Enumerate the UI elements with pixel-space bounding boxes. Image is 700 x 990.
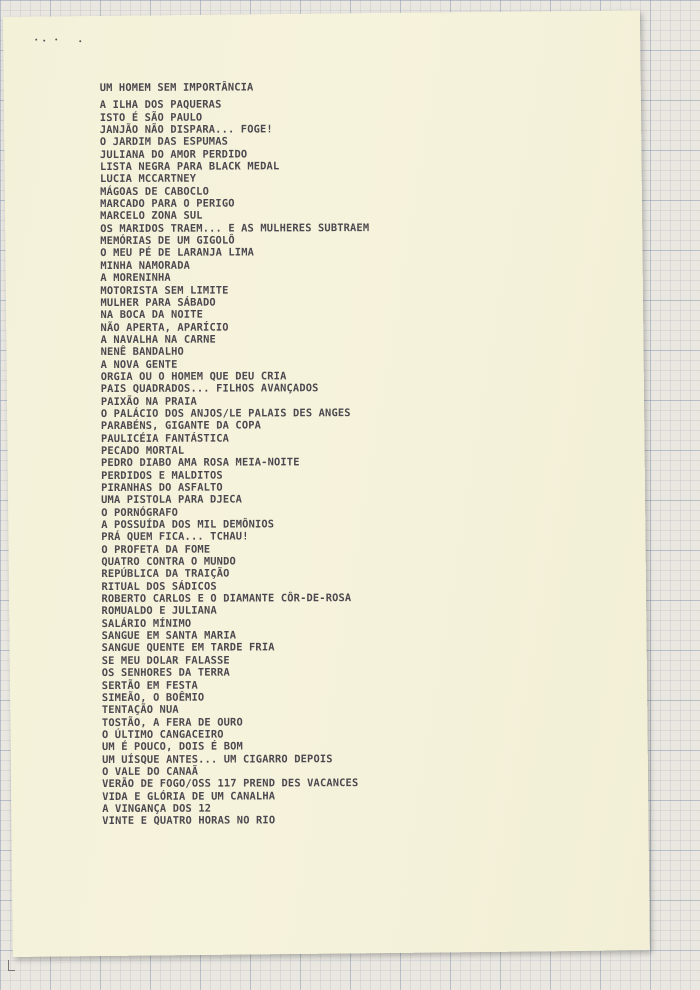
corner-mark <box>8 960 15 971</box>
film-title: PAULICÉIA FANTÁSTICA <box>100 432 230 445</box>
film-title: MOTORISTA SEM LIMITE <box>100 284 229 297</box>
film-title: ORGIA OU O HOMEM QUE DEU CRIA <box>100 370 287 383</box>
film-title: MÁGOAS DE CABOCLO <box>100 185 209 198</box>
film-title: ROMUALDO E JULIANA <box>101 605 217 618</box>
ink-specks <box>35 38 95 47</box>
film-title: O PALÁCIO DOS ANJOS/LE PALAIS DES ANGES <box>100 407 351 420</box>
film-title-list <box>100 81 372 828</box>
film-title: MARCELO ZONA SUL <box>100 210 203 223</box>
film-title: O JARDIM DAS ESPUMAS <box>99 135 229 149</box>
film-title: ROBERTO CARLOS E O DIAMANTE CÔR-DE-ROSA <box>101 592 352 606</box>
film-title: SANGUE QUENTE EM TARDE FRIA <box>101 641 275 655</box>
film-title: PEDRO DIABO AMA ROSA MEIA-NOITE <box>100 456 300 470</box>
film-title: UMA PISTOLA PARA DJECA <box>101 493 243 507</box>
film-title: O VALE DO CANAÃ <box>102 765 199 778</box>
film-title: A MORENINHA <box>100 271 171 285</box>
film-title: MARCADO PARA O PERIGO <box>100 197 235 211</box>
film-title: VERÃO DE FOGO/OSS 117 PREND DES VACANCES <box>102 777 359 791</box>
film-title: JANJÃO NÃO DISPARA... FOGE! <box>99 123 273 137</box>
film-title: VIDA E GLÓRIA DE UM CANALHA <box>102 789 276 803</box>
film-title: O PROFETA DA FOME <box>101 543 211 556</box>
film-title: OS MARIDOS TRAEM... E AS MULHERES SUBTRAEM <box>100 221 370 235</box>
film-title: SANGUE EM SANTA MARIA <box>101 629 237 643</box>
film-title: PERDIDOS E MALDITOS <box>101 469 223 482</box>
film-title: UM UÍSQUE ANTES... UM CIGARRO DEPOIS <box>102 752 333 766</box>
film-title: PAIS QUADRADOS... FILHOS AVANÇADOS <box>100 382 319 396</box>
film-title: SE MEU DOLAR FALASSE <box>101 654 230 667</box>
film-title: MEMÓRIAS DE UM GIGOLÔ <box>100 234 235 248</box>
film-title: ISTO É SÃO PAULO <box>99 111 203 124</box>
film-title: A VINGANÇA DOS 12 <box>102 802 212 815</box>
film-title: O PORNÓGRAFO <box>101 506 179 519</box>
film-title: JULIANA DO AMOR PERDIDO <box>99 148 248 161</box>
film-title: PECADO MORTAL <box>100 444 185 457</box>
film-title: SERTÃO EM FESTA <box>101 679 198 692</box>
film-title: VINTE E QUATRO HORAS NO RIO <box>102 814 276 828</box>
film-title: NENÊ BANDALHO <box>100 345 184 359</box>
film-title: O ÚLTIMO CANGACEIRO <box>101 728 224 741</box>
film-title: A NAVALHA NA CARNE <box>100 333 216 346</box>
film-title: MINHA NAMORADA <box>100 259 191 272</box>
film-title: A POSSUÍDA DOS MIL DEMÔNIOS <box>101 518 275 532</box>
film-title: UM É POUCO, DOIS É BOM <box>101 740 243 754</box>
film-title: NÃO APERTA, APARÍCIO <box>100 321 229 334</box>
film-title: TOSTÃO, A FERA DE OURO <box>101 716 243 729</box>
film-title: QUATRO CONTRA O MUNDO <box>101 555 236 569</box>
film-title: PARABÉNS, GIGANTE DA COPA <box>100 419 262 433</box>
film-title: O MEU PÉ DE LARANJA LIMA <box>100 246 255 260</box>
film-title: NA BOCA DA NOITE <box>100 308 204 322</box>
film-title: MULHER PARA SÁBADO <box>100 296 216 309</box>
film-title: PIRANHAS DO ASFALTO <box>101 481 223 494</box>
film-title: SIMEÃO, O BOÊMIO <box>101 691 205 704</box>
film-title: TENTAÇÃO NUA <box>101 703 179 717</box>
film-title: PRÁ QUEM FICA... TCHAU! <box>101 530 249 544</box>
list-heading: UM HOMEM SEM IMPORTÂNCIA <box>99 81 254 94</box>
typed-sheet <box>3 10 650 957</box>
film-title: LUCIA MCCARTNEY <box>100 173 197 186</box>
film-title: A NOVA GENTE <box>100 358 178 371</box>
film-title: RITUAL DOS SÁDICOS <box>101 580 217 593</box>
film-title: REPÚBLICA DA TRAIÇÃO <box>101 567 230 581</box>
film-title: OS SENHORES DA TERRA <box>101 666 230 680</box>
film-title: SALÁRIO MÍNIMO <box>101 617 192 630</box>
film-title: A ILHA DOS PAQUERAS <box>99 98 222 112</box>
film-title: LISTA NEGRA PARA BLACK MEDAL <box>99 160 280 174</box>
film-title: PAIXÃO NA PRAIA <box>100 395 197 408</box>
